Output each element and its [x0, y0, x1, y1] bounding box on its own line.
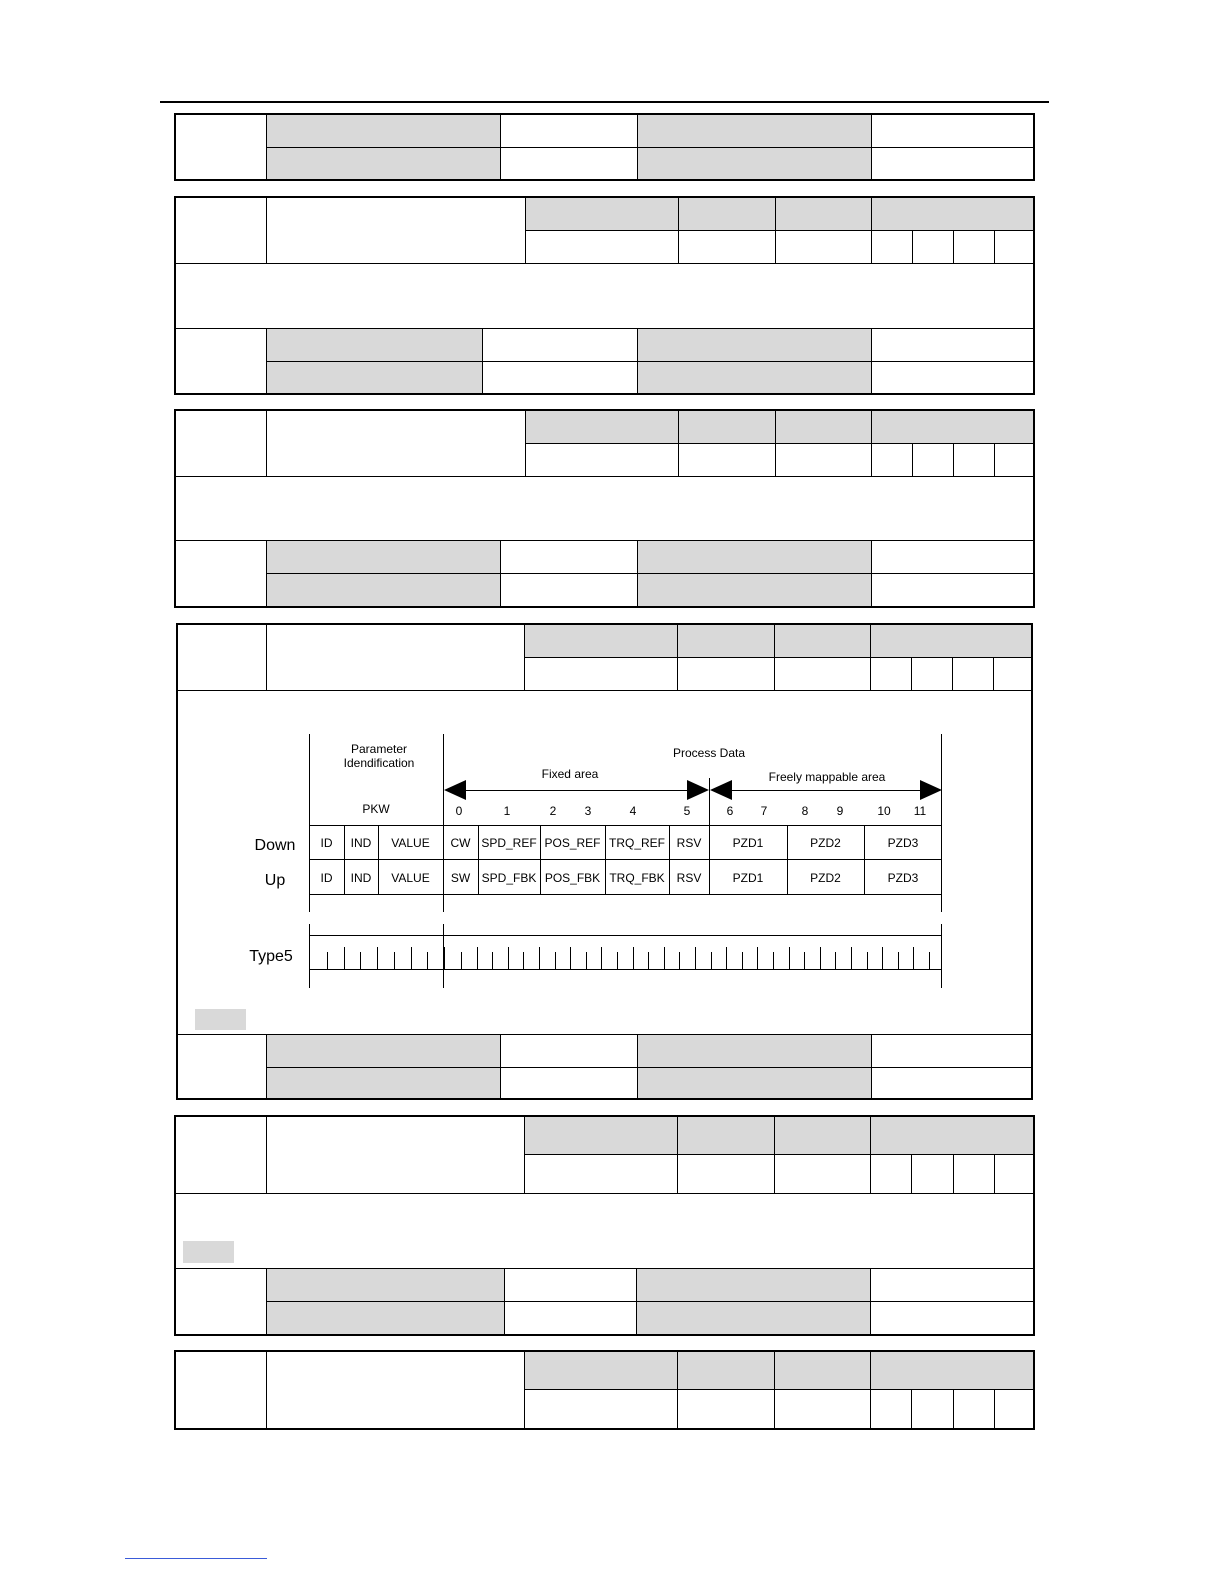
down-row-cell: CW [450, 836, 471, 850]
down-row-cell: IND [350, 836, 372, 850]
up-row-cell: ID [320, 871, 333, 885]
byte-index-label: 7 [760, 804, 768, 818]
pkw-label: PKW [362, 802, 390, 816]
byte-index-label: 1 [503, 804, 511, 818]
param-block-5 [174, 1115, 1035, 1336]
up-label: Up [264, 872, 286, 889]
byte-index-label: 2 [549, 804, 557, 818]
param-description [176, 1194, 1033, 1269]
byte-index-label: 8 [801, 804, 809, 818]
up-row-cell: IND [350, 871, 372, 885]
byte-index-label: 3 [584, 804, 592, 818]
up-row-cell: POS_FBK [544, 871, 601, 885]
down-row-cell: PZD1 [732, 836, 764, 850]
up-row-cell: PZD2 [810, 871, 841, 885]
byte-index-label: 10 [877, 804, 891, 818]
param-block-6 [174, 1350, 1035, 1430]
byte-index-label: 6 [726, 804, 734, 818]
down-row-cell: VALUE [391, 836, 430, 850]
down-row-cell: PZD2 [810, 836, 841, 850]
up-row-cell: SPD_FBK [481, 871, 537, 885]
byte-index-label: 9 [836, 804, 844, 818]
down-row-cell: PZD3 [887, 836, 919, 850]
param-id-title-2: Idendification [343, 756, 415, 770]
down-row-cell: TRQ_REF [608, 836, 666, 850]
down-row-cell: SPD_REF [481, 836, 537, 850]
up-row-cell: SW [450, 871, 471, 885]
up-row-cell: PZD3 [887, 871, 919, 885]
down-row-cell: ID [320, 836, 333, 850]
type-label: Type5 [249, 948, 293, 965]
byte-index-label: 11 [913, 804, 927, 818]
footer-link-underline [125, 1558, 267, 1559]
fixed-area-label: Fixed area [541, 767, 599, 781]
up-row-cell: VALUE [391, 871, 430, 885]
byte-index-label: 5 [683, 804, 691, 818]
up-row-cell: TRQ_FBK [609, 871, 665, 885]
process-data-title: Process Data [672, 746, 746, 760]
byte-index-label: 0 [455, 804, 463, 818]
down-row-cell: POS_REF [544, 836, 601, 850]
up-row-cell: PZD1 [732, 871, 764, 885]
down-row-cell: RSV [676, 836, 702, 850]
byte-index-label: 4 [629, 804, 637, 818]
up-row-cell: RSV [676, 871, 702, 885]
down-label: Down [254, 837, 296, 854]
param-id-title: Parameter [350, 742, 408, 756]
highlight-mark [183, 1241, 234, 1263]
free-area-label: Freely mappable area [768, 770, 886, 784]
